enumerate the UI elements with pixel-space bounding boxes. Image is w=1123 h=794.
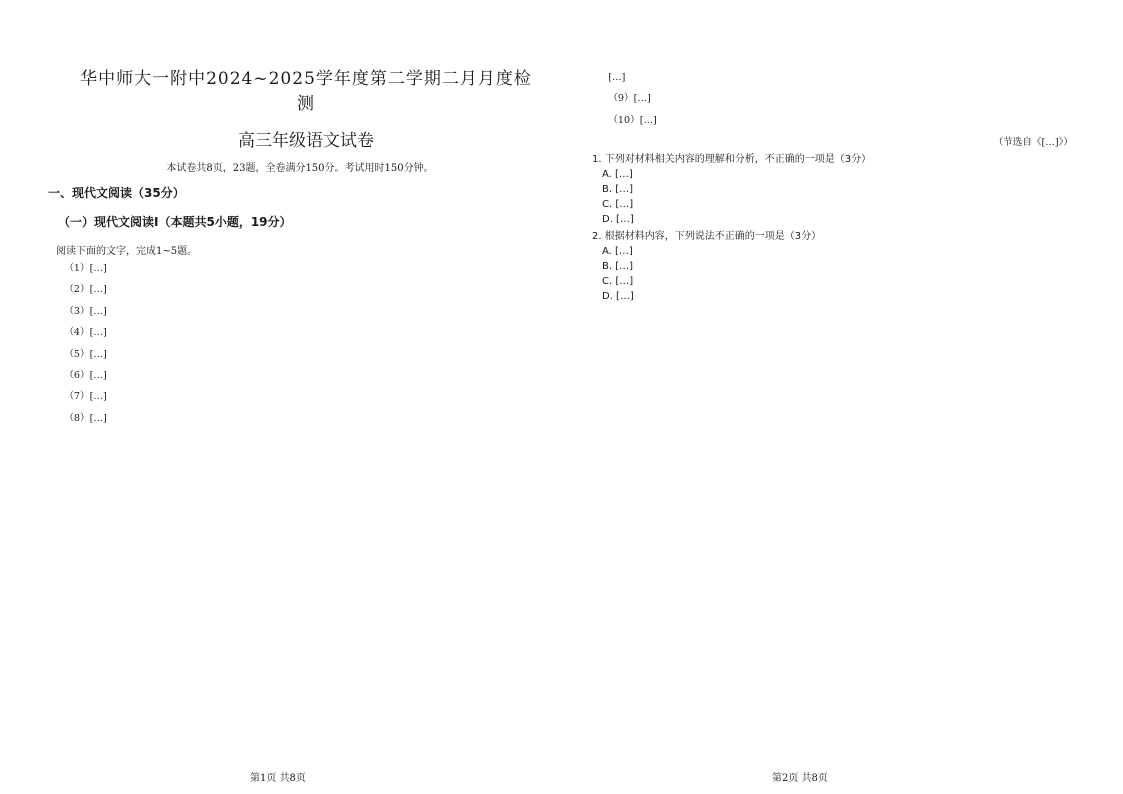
q1-option-c: C. […]: [602, 199, 634, 211]
section-heading: 一、现代文阅读（35分）: [48, 186, 185, 200]
q2-option-b: B. […]: [602, 261, 634, 273]
passage-left: [48, 261, 540, 426]
passage-paragraph: （5）[…]: [64, 348, 107, 360]
passage-paragraph: （3）[…]: [64, 305, 107, 317]
subsection-heading: （一）现代文阅读Ⅰ（本题共5小题，19分）: [58, 215, 292, 229]
q2-option-a: A. […]: [602, 246, 633, 258]
passage-right: [592, 70, 1083, 128]
question-1-stem: 1. 下列对材料相关内容的理解和分析，不正确的一项是（3分）: [592, 154, 872, 166]
exam-subtitle: 高三年级语文试卷: [238, 131, 374, 151]
exam-info: 本试卷共8页，23题，全卷满分150分。考试用时150分钟。: [166, 163, 434, 174]
passage-paragraph: （10）[…]: [608, 114, 657, 126]
question-2-stem: 2. 根据材料内容，下列说法不正确的一项是（3分）: [592, 231, 822, 243]
passage-paragraph: （1）[…]: [64, 263, 107, 274]
passage-paragraph: […]: [608, 72, 626, 83]
source-citation: （节选自《[…]》）: [993, 137, 1073, 149]
exam-title: 华中师大一附中2024~2025学年度第二学期二月月度检测: [80, 69, 532, 114]
passage-paragraph: （7）[…]: [64, 391, 107, 403]
passage-paragraph: （6）[…]: [64, 370, 107, 382]
reading-instruction: 阅读下面的文字，完成1~5题。: [56, 246, 198, 257]
page-footer-right: 第2页 共8页: [772, 773, 828, 784]
q1-option-a: A. […]: [602, 169, 633, 181]
passage-paragraph: （9）[…]: [608, 93, 651, 105]
passage-paragraph: （8）[…]: [64, 412, 107, 424]
q1-option-d: D. […]: [602, 214, 634, 226]
q2-option-d: D. […]: [602, 291, 634, 303]
passage-paragraph: （4）[…]: [64, 327, 107, 339]
page-right: [562, 0, 1123, 794]
page-footer-left: 第1页 共8页: [250, 773, 306, 784]
q2-option-c: C. […]: [602, 276, 634, 288]
q1-option-b: B. […]: [602, 184, 634, 196]
passage-paragraph: （2）[…]: [64, 284, 107, 296]
